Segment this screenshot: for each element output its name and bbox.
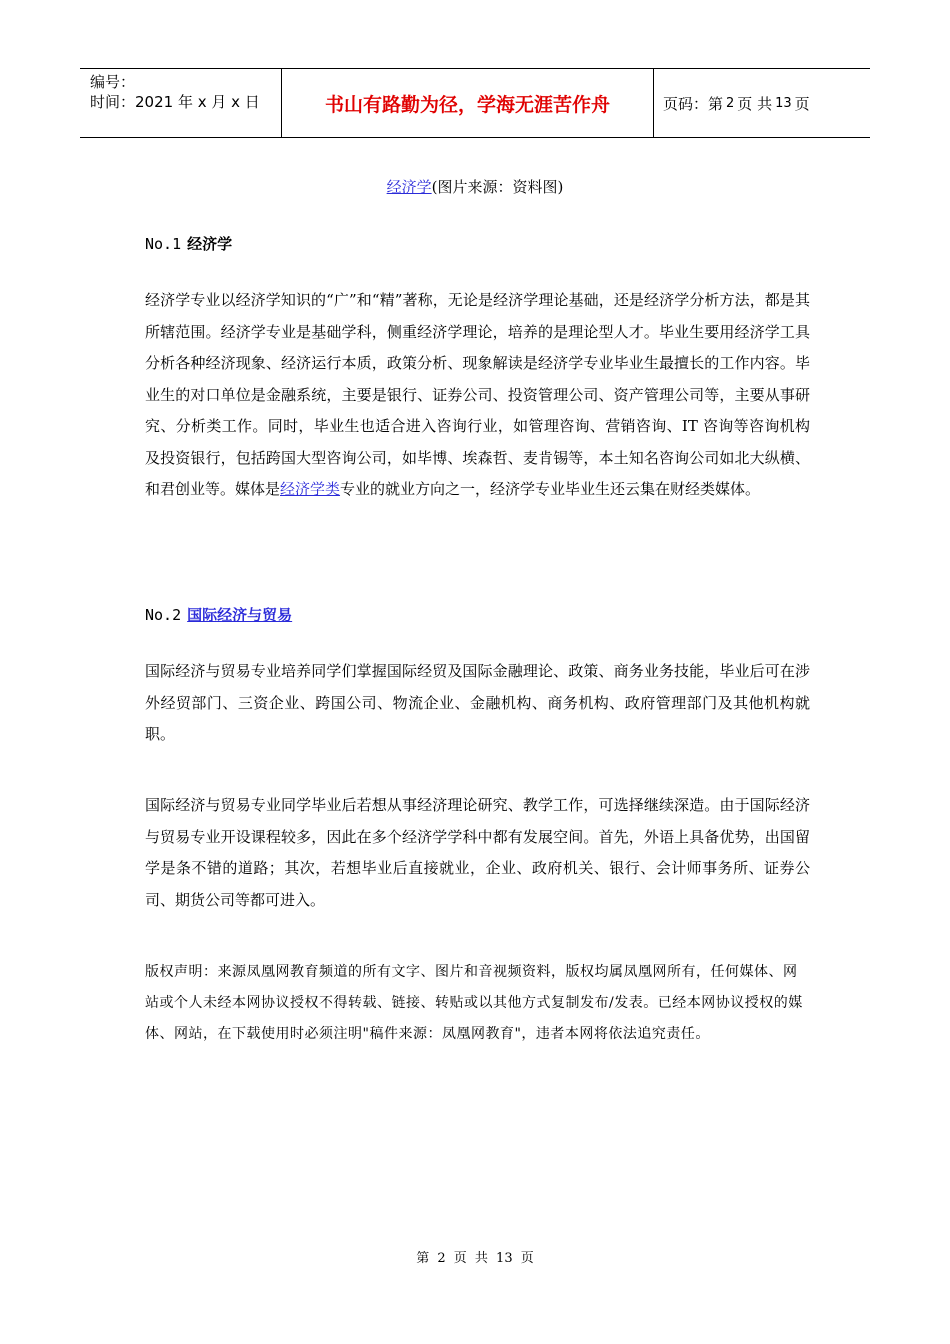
header-page-suffix: 页 [794, 94, 810, 113]
section-number: No.1 [145, 235, 182, 253]
section-title: 经济学 [187, 235, 233, 253]
section2-paragraph-2: 国际经济与贸易专业同学毕业后若想从事经济理论研究、教学工作，可选择继续深造。由于国际经济与贸易专业开设课程较多，因此在多个经济学学科中都有发展空间。首先，外语上具备优势，出国留学是条不错的道路；其次，若想毕业后直接就业，企业、政府机关、银行、会计师事务所、证券公司、期货公司等都可进入。 [145, 796, 810, 909]
header-motto: 书山有路勤为径，学海无涯苦作舟 [324, 93, 610, 116]
page-header [80, 68, 870, 138]
paragraph-text: 专业的就业方向之一，经济学专业毕业生还云集在财经类媒体。 [340, 480, 761, 498]
image-caption [0, 176, 950, 197]
section1-paragraph [145, 285, 810, 506]
header-page-number: 2 [726, 95, 735, 111]
paragraph-text: 经济学专业以经济学知识的“广”和“精”著称，无论是经济学理论基础，还是经济学分析方法，都是其所辖范围。经济学专业是基础学科，侧重经济学理论，培养的是理论型人才。毕业生要用经济学工具分析各种经济现象、经济运行本质，政策分析、现象解读是经济学专业毕业生最擅长的工作内容。毕业生的对口单位是金融系统，主要是银行、证券公司、投资管理公司、资产管理公司等，主要从事研究、分析类工作。同时，毕业生也适合进入咨询行业，如管理咨询、营销咨询、IT 咨询等咨询机构及投资银行，包括跨国大型咨询公司，如毕博、埃森哲、麦肯锡等，本土知名咨询公司如北大纵横、和君创业等。媒体是 [145, 291, 810, 498]
section-number: No.2 [145, 606, 182, 624]
caption-link[interactable]: 经济学 [386, 178, 432, 196]
copyright-notice: 版权声明：来源凤凰网教育频道的所有文字、图片和音视频资料，版权均属凤凰网所有，任何媒体、网站或个人未经本网协议授权不得转载、链接、转贴或以其他方式复制发布/发表。已经本网协议授权的媒体、网站，在下载使用时必须注明"稿件来源：凤凰网教育"，违者本网将依法追究责任。 [145, 964, 803, 1042]
header-number-label: 编号： [90, 73, 136, 91]
caption-source: (图片来源：资料图) [431, 178, 564, 196]
header-page-mid: 页 共 [737, 94, 773, 113]
section-heading-1 [145, 233, 232, 254]
header-divider [653, 69, 654, 137]
section-heading-2 [145, 604, 292, 625]
header-page-prefix: 页码：第 [663, 94, 724, 113]
header-meta [90, 72, 280, 112]
section-title-link[interactable]: 国际经济与贸易 [187, 606, 293, 624]
header-date-label: 时间：2021 年 x 月 x 日 [90, 93, 260, 111]
header-page-total: 13 [775, 95, 792, 111]
header-page-info [663, 69, 810, 137]
section2-paragraph-1: 国际经济与贸易专业培养同学们掌握国际经贸及国际金融理论、政策、商务业务技能，毕业后可在涉外经贸部门、三资企业、跨国公司、物流企业、金融机构、商务机构、政府管理部门及其他机构就职。 [145, 662, 810, 743]
page-footer: 第 2 页 共 13 页 [416, 1251, 534, 1266]
economics-category-link[interactable]: 经济学类 [280, 480, 341, 498]
